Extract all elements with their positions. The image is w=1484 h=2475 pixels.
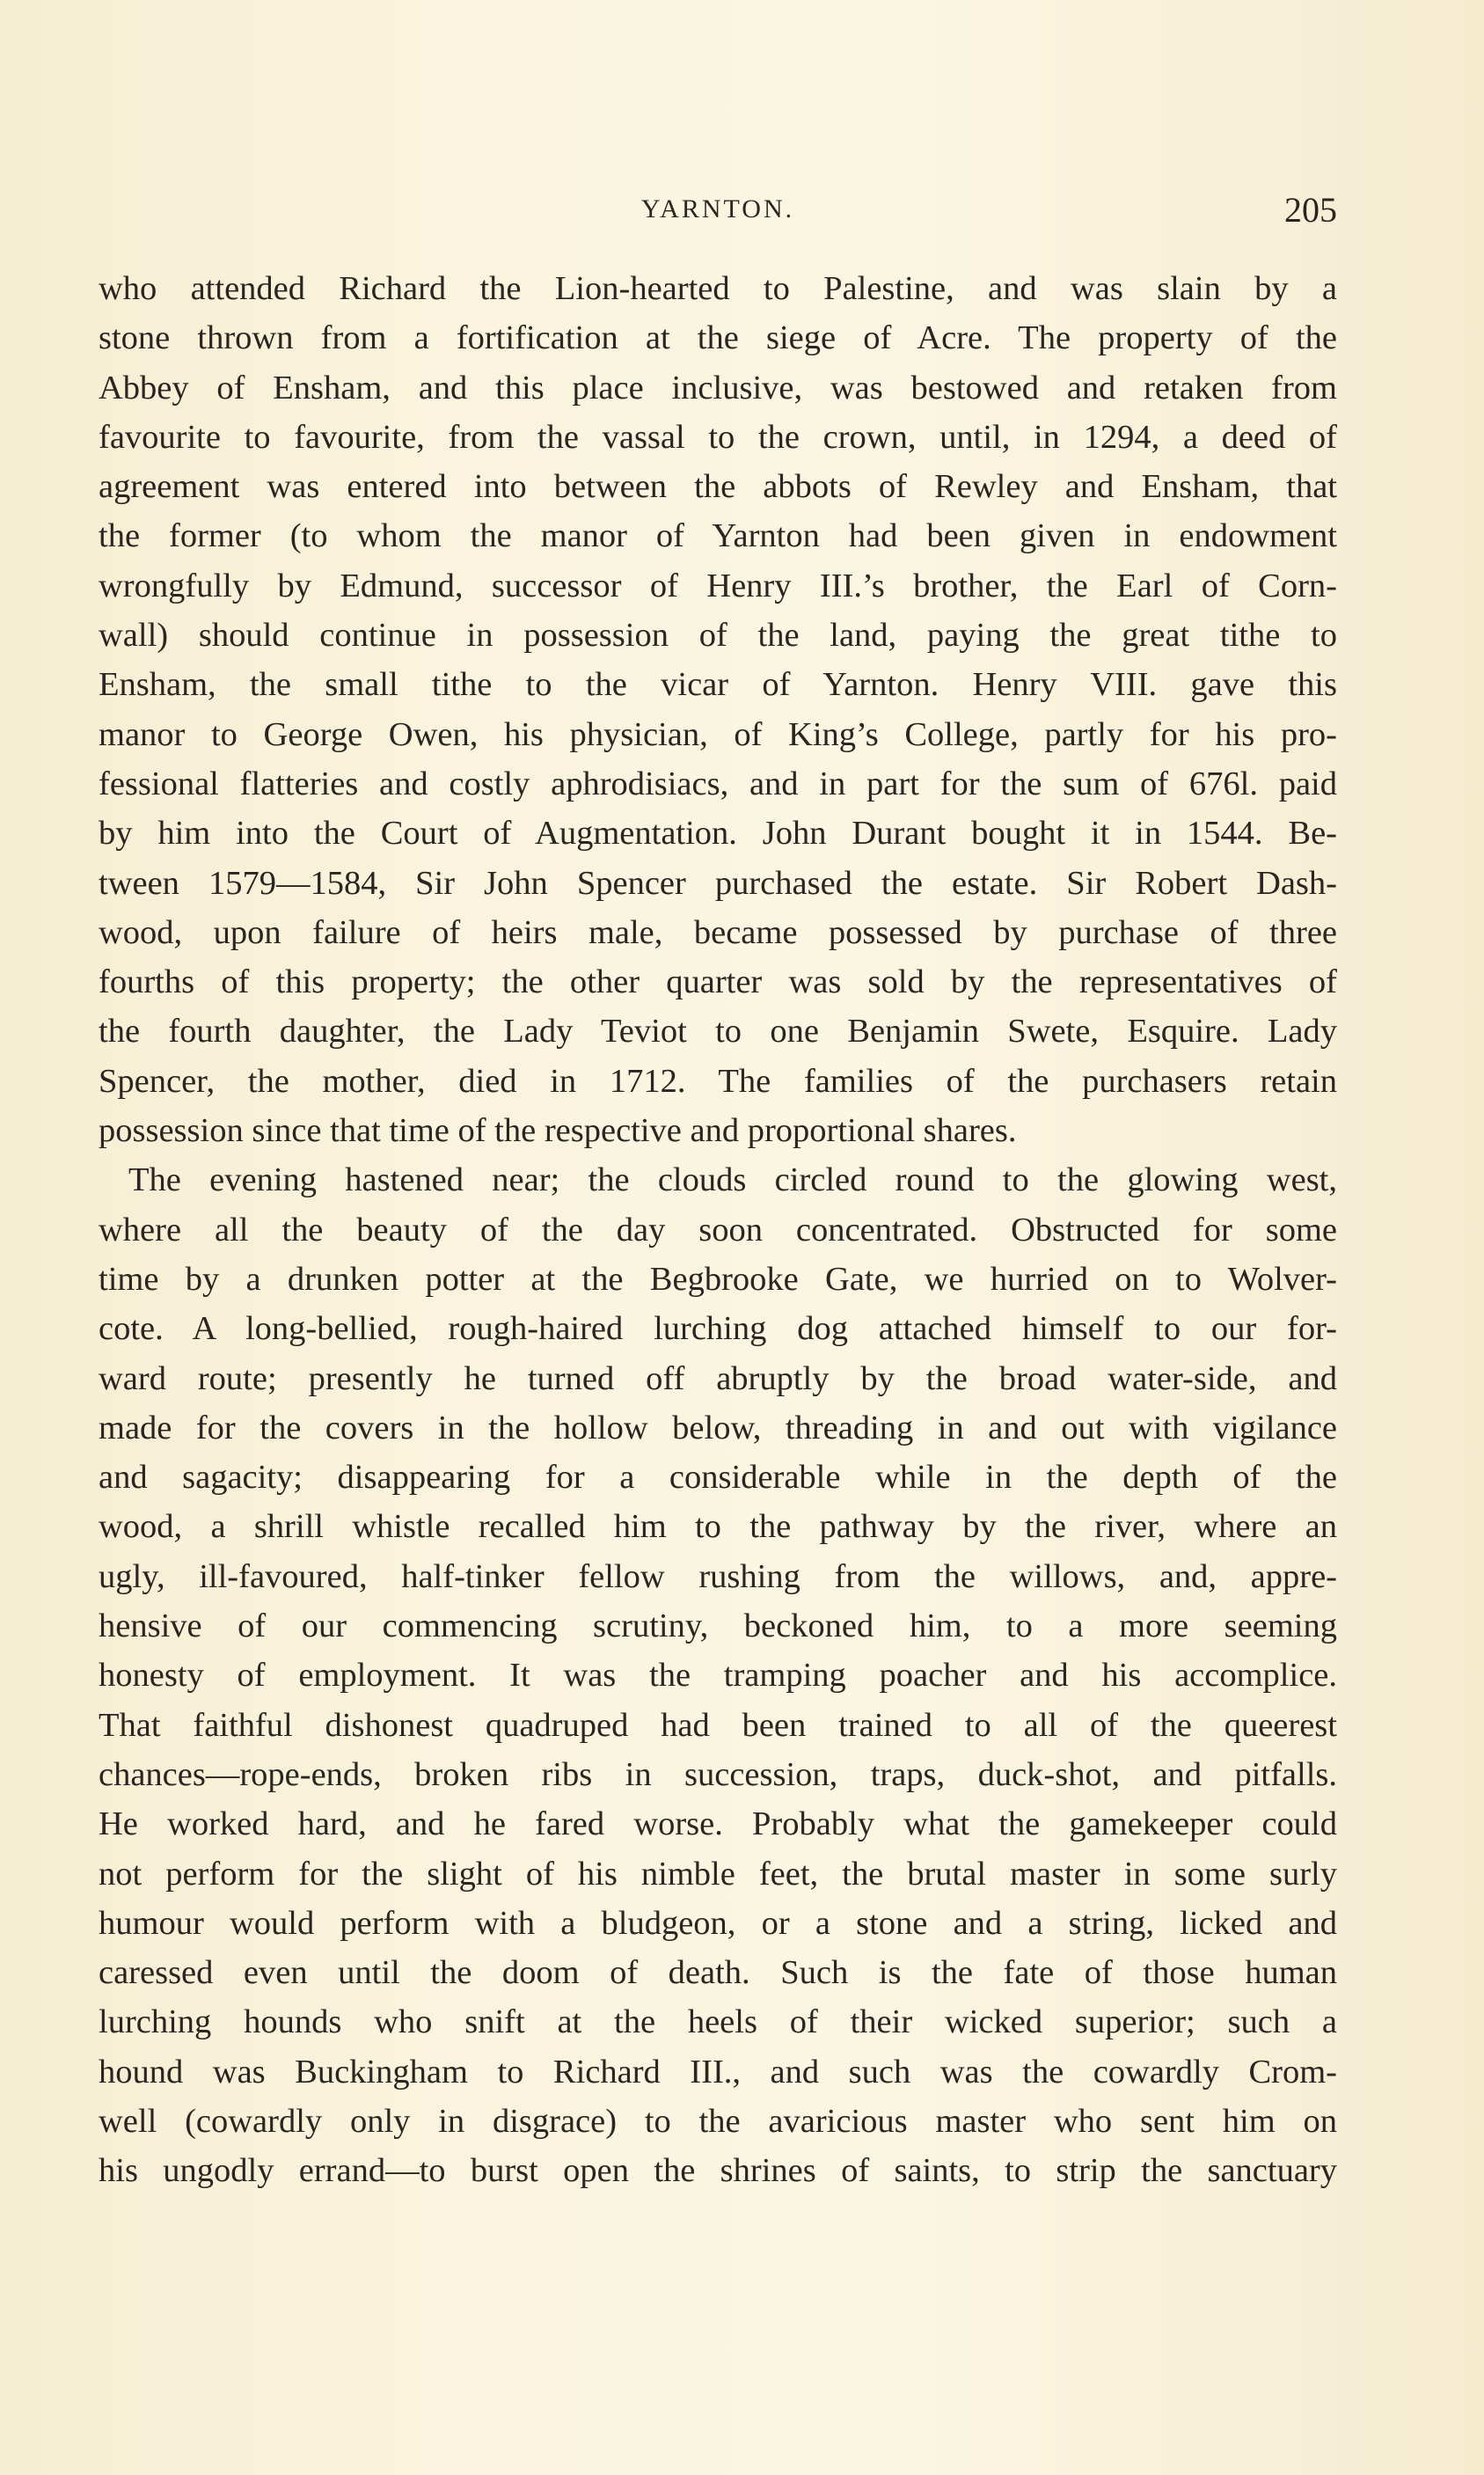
text-line: humour would perform with a bludgeon, or a stone and a string, licked and bbox=[99, 1904, 1337, 1942]
text-line: hensive of our commencing scrutiny, beckoned him, to a more seeming bbox=[99, 1607, 1337, 1645]
text-line: caressed even until the doom of death. Such is the fate of those human bbox=[99, 1954, 1337, 1992]
text-line: tween 1579—1584, Sir John Spencer purchased the estate. Sir Robert Dash- bbox=[99, 864, 1337, 902]
text-line: who attended Richard the Lion-hearted to Palestine, and was slain by a bbox=[99, 270, 1337, 307]
text-line: where all the beauty of the day soon concentrated. Obstructed for some bbox=[99, 1211, 1337, 1248]
text-line: wall) should continue in possession of the land, paying the great tithe to bbox=[99, 617, 1337, 655]
text-line: his ungodly errand—to burst open the shrines of saints, to strip the sanctuary bbox=[99, 2152, 1337, 2190]
page-number: 205 bbox=[1284, 190, 1337, 230]
text-line: lurching hounds who snift at the heels of their wicked superior; such a bbox=[99, 2003, 1337, 2041]
body-text bbox=[99, 264, 1337, 2196]
text-line: chances—rope-ends, broken ribs in succession, traps, duck-shot, and pitfalls. bbox=[99, 1755, 1337, 1793]
text-line: ward route; presently he turned off abruptly by the broad water-side, and bbox=[99, 1359, 1337, 1397]
text-line: not perform for the slight of his nimble feet, the brutal master in some surly bbox=[99, 1855, 1337, 1893]
running-head bbox=[99, 189, 1337, 233]
text-line: made for the covers in the hollow below, threading in and out with vigilance bbox=[99, 1409, 1337, 1446]
text-line: manor to George Owen, his physician, of King’s College, partly for his pro- bbox=[99, 715, 1337, 753]
text-line: and sagacity; disappearing for a considerable while in the depth of the bbox=[99, 1459, 1337, 1497]
text-line: possession since that time of the respective and proportional shares. bbox=[99, 1112, 1017, 1150]
text-line: honesty of employment. It was the tramping poacher and his accomplice. bbox=[99, 1657, 1337, 1695]
paragraph-start-line: The evening hastened near; the clouds circled round to the glowing west, bbox=[128, 1161, 1337, 1199]
text-line: cote. A long-bellied, rough-haired lurching dog attached himself to our for- bbox=[99, 1310, 1337, 1348]
running-title: YARNTON. bbox=[640, 194, 795, 223]
text-line: fourths of this property; the other quarter was sold by the representatives of bbox=[99, 963, 1337, 1001]
text-line: the former (to whom the manor of Yarnton had been given in endowment bbox=[99, 517, 1337, 555]
text-line: Abbey of Ensham, and this place inclusive, was bestowed and retaken from bbox=[99, 369, 1337, 406]
text-line: fessional flatteries and costly aphrodisiacs, and in part for the sum of 676l. paid bbox=[99, 765, 1337, 802]
text-line: Ensham, the small tithe to the vicar of Yarnton. Henry VIII. gave this bbox=[99, 666, 1337, 704]
text-line: Spencer, the mother, died in 1712. The families of the purchasers retain bbox=[99, 1062, 1337, 1100]
text-line: wood, a shrill whistle recalled him to the pathway by the river, where an bbox=[99, 1508, 1337, 1546]
text-line: agreement was entered into between the abbots of Rewley and Ensham, that bbox=[99, 468, 1337, 506]
text-line: ugly, ill-favoured, half-tinker fellow rushing from the willows, and, appre- bbox=[99, 1557, 1337, 1595]
text-line: That faithful dishonest quadruped had been trained to all of the queerest bbox=[99, 1706, 1337, 1744]
text-line: He worked hard, and he fared worse. Probably what the gamekeeper could bbox=[99, 1805, 1337, 1843]
text-line: well (cowardly only in disgrace) to the avaricious master who sent him on bbox=[99, 2102, 1337, 2140]
text-line: wrongfully by Edmund, successor of Henry III.’s brother, the Earl of Corn- bbox=[99, 567, 1337, 604]
text-line: the fourth daughter, the Lady Teviot to one Benjamin Swete, Esquire. Lady bbox=[99, 1013, 1337, 1051]
text-line: stone thrown from a fortification at the siege of Acre. The property of the bbox=[99, 319, 1337, 357]
text-line: favourite to favourite, from the vassal to the crown, until, in 1294, a deed of bbox=[99, 418, 1337, 456]
text-line: by him into the Court of Augmentation. John Durant bought it in 1544. Be- bbox=[99, 815, 1337, 853]
text-line: wood, upon failure of heirs male, became possessed by purchase of three bbox=[99, 913, 1337, 951]
text-line: hound was Buckingham to Richard III., and such was the cowardly Crom- bbox=[99, 2053, 1337, 2091]
text-line: time by a drunken potter at the Begbrooke Gate, we hurried on to Wolver- bbox=[99, 1260, 1337, 1298]
